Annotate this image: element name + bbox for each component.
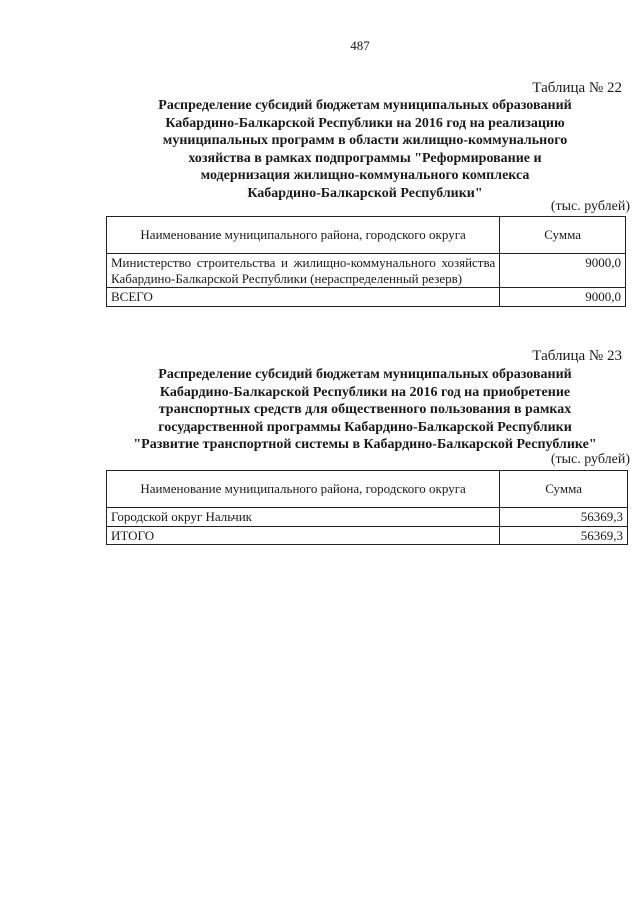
- title-line: Кабардино-Балкарской Республики на 2016 год на приобретение: [159, 384, 571, 400]
- table-23-label: Таблица № 23: [532, 348, 622, 364]
- title-line: транспортных средств для общественного пользования в рамках: [158, 402, 572, 417]
- table-row: [107, 254, 626, 288]
- header-name: Наименование муниципального района, городского округа: [107, 471, 500, 508]
- table-23: [106, 470, 628, 545]
- total-label: ИТОГО: [107, 526, 500, 545]
- total-sum: 56369,3: [500, 526, 628, 545]
- title-line: Распределение субсидий бюджетам муниципальных образований: [158, 98, 572, 113]
- row-name: Министерство строительства и жилищно-коммунального хозяйства Кабардино-Балкарской Республики (нераспределенный резерв): [107, 254, 500, 288]
- table-22-label: Таблица № 22: [532, 80, 622, 96]
- title-line: муниципальных программ в области жилищно-коммунального: [162, 133, 568, 148]
- table-22-title: [100, 97, 630, 202]
- table-22-units: (тыс. рублей): [550, 199, 630, 214]
- title-line: Кабардино-Балкарской Республики на 2016 год на реализацию: [165, 115, 565, 131]
- title-line: государственной программы Кабардино-Балкарской Республики: [158, 419, 572, 435]
- total-sum: 9000,0: [500, 288, 626, 307]
- table-header-row: [107, 217, 626, 254]
- page-number: 487: [350, 38, 370, 53]
- table-23-title: [100, 366, 630, 454]
- row-sum: 56369,3: [500, 508, 628, 527]
- header-sum: Сумма: [500, 471, 628, 508]
- table-total-row: [107, 288, 626, 307]
- total-label: ВСЕГО: [107, 288, 500, 307]
- title-line: хозяйства в рамках подпрограммы "Реформирование и: [188, 150, 542, 166]
- row-name: Городской округ Нальчик: [107, 508, 500, 527]
- table-row: [107, 508, 628, 527]
- title-line: Распределение субсидий бюджетам муниципальных образований: [158, 367, 572, 382]
- table-header-row: [107, 471, 628, 508]
- title-line: Кабардино-Балкарской Республики": [247, 185, 483, 201]
- header-sum: Сумма: [500, 217, 626, 254]
- header-name: Наименование муниципального района, городского округа: [107, 217, 500, 254]
- table-total-row: [107, 526, 628, 545]
- table-23-units: (тыс. рублей): [550, 452, 630, 467]
- table-22: [106, 216, 626, 307]
- title-line: модернизация жилищно-коммунального комплекса: [200, 168, 530, 183]
- row-sum: 9000,0: [500, 254, 626, 288]
- title-line: "Развитие транспортной системы в Кабардино-Балкарской Республике": [133, 437, 597, 452]
